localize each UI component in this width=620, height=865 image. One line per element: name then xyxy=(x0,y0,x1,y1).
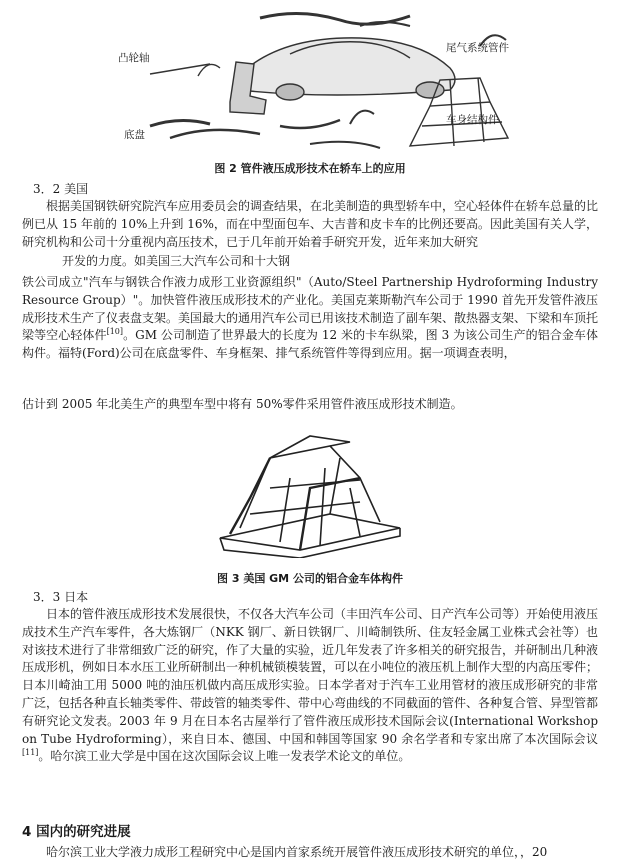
paragraph-japan-end: 。哈尔滨工业大学是中国在这次国际会议上唯一发表学术论文的单位。 xyxy=(38,749,411,764)
paragraph-usa-2-text: 铁公司成立"汽车与钢铁合作液力成形工业资源组织"（Auto/Steel Partnership Hydroforming Industry Resource Group）"。加快管件液压成形技术的产业化。美国克莱斯勒汽车公司于 1990 首先开发管件液压成形技术生产了仪表盘支架。美国最大的通用汽车公司已用该技术制造了副车架、散热器支架、下梁和车顶托梁等空心轻体件 xyxy=(22,275,599,343)
section-heading-domestic: 4 国内的研究进展 xyxy=(22,824,131,840)
label-chassis: 底盘 xyxy=(124,129,145,141)
paragraph-japan xyxy=(22,606,598,766)
section-heading-usa: 3．2 美国 xyxy=(33,182,89,196)
figure-2-illustration xyxy=(110,6,530,156)
paragraph-usa-3: 估计到 2005 年北美生产的典型车型中将有 50%零件采用管件液压成形技术制造。 xyxy=(22,397,463,411)
figure-3-illustration xyxy=(210,418,410,558)
section-heading-japan: 3．3 日本 xyxy=(33,590,89,604)
paragraph-usa-1-text: 根据美国钢铁研究院汽车应用委员会的调查结果，在北美制造的典型轿车中，空心轻体件在轿车总量的比例已从 15 年前的 10%上升到 16%，而在中型面包车、大吉普和皮卡车的比例还要高。因此美国有关人学，研究机构和公司十分重视内高压技术，已于几年前开始着手研究开发，近年来加大研究 xyxy=(22,199,599,249)
reference-11: [11] xyxy=(22,748,39,758)
paragraph-usa-1 xyxy=(22,198,598,251)
label-body-structure: 车身结构件 xyxy=(446,114,499,126)
paragraph-usa-1-continued: 开发的力度。如美国三大汽车公司和十大钢 xyxy=(62,254,291,268)
label-exhaust: 尾气系统管件 xyxy=(446,42,509,54)
paragraph-usa-2 xyxy=(22,274,598,363)
paragraph-japan-text: 日本的管件液压成形技术发展很快，不仅各大汽车公司（丰田汽车公司、日产汽车公司等）开始使用液压成技术生产汽车零件，各大炼钢厂（NKK 钢厂、新日铁钢厂、川崎制铁所、住友轻金属工业株式会社等）也对该技术进行了非常细致广泛的研究，作了大量的实验，近几年发表了许多相关的研究报告，并研制出几种液压成形机，例如日本水压工业所研制出一种机械锁模装置，可以在小吨位的液压机上制作大型的内高压零件；日本川崎油工用 5000 吨的油压机做内高压成形实验。日本学者对于汽车工业用管材的液压成形研究的非常广泛，包括各种直长轴类零件、带歧管的轴类零件、带中心弯曲线的不同截面的管件、各种复合管、异型管都有研究论文发表。2003 年 9 月在日本名古屋举行了管件液压成形技术国际会议(International Workshop on Tube Hydroforming），来自日本、德国、中国和韩国等国家 90 余名学者和专家出席了本次国际会议 xyxy=(22,607,599,746)
paragraph-usa-2b-text: 。GM 公司制造了世界最大的长度为 12 米的卡车纵梁，图 3 为该公司生产的铝合金车体构件。福特(Ford)公司在底盘零件、车身框架、排气系统管件等得到应用。据一项调查表明， xyxy=(22,328,598,361)
figure-2-caption: 图 2 管件液压成形技术在轿车上的应用 xyxy=(214,162,406,175)
label-camshaft: 凸轮轴 xyxy=(118,52,150,64)
figure-3-caption: 图 3 美国 GM 公司的铝合金车体构件 xyxy=(217,572,403,585)
paragraph-domestic-line1: 哈尔滨工业大学液力成形工程研究中心是国内首家系统开展管件液压成形技术研究的单位，，20 xyxy=(46,845,548,859)
reference-10: [10] xyxy=(106,327,123,337)
